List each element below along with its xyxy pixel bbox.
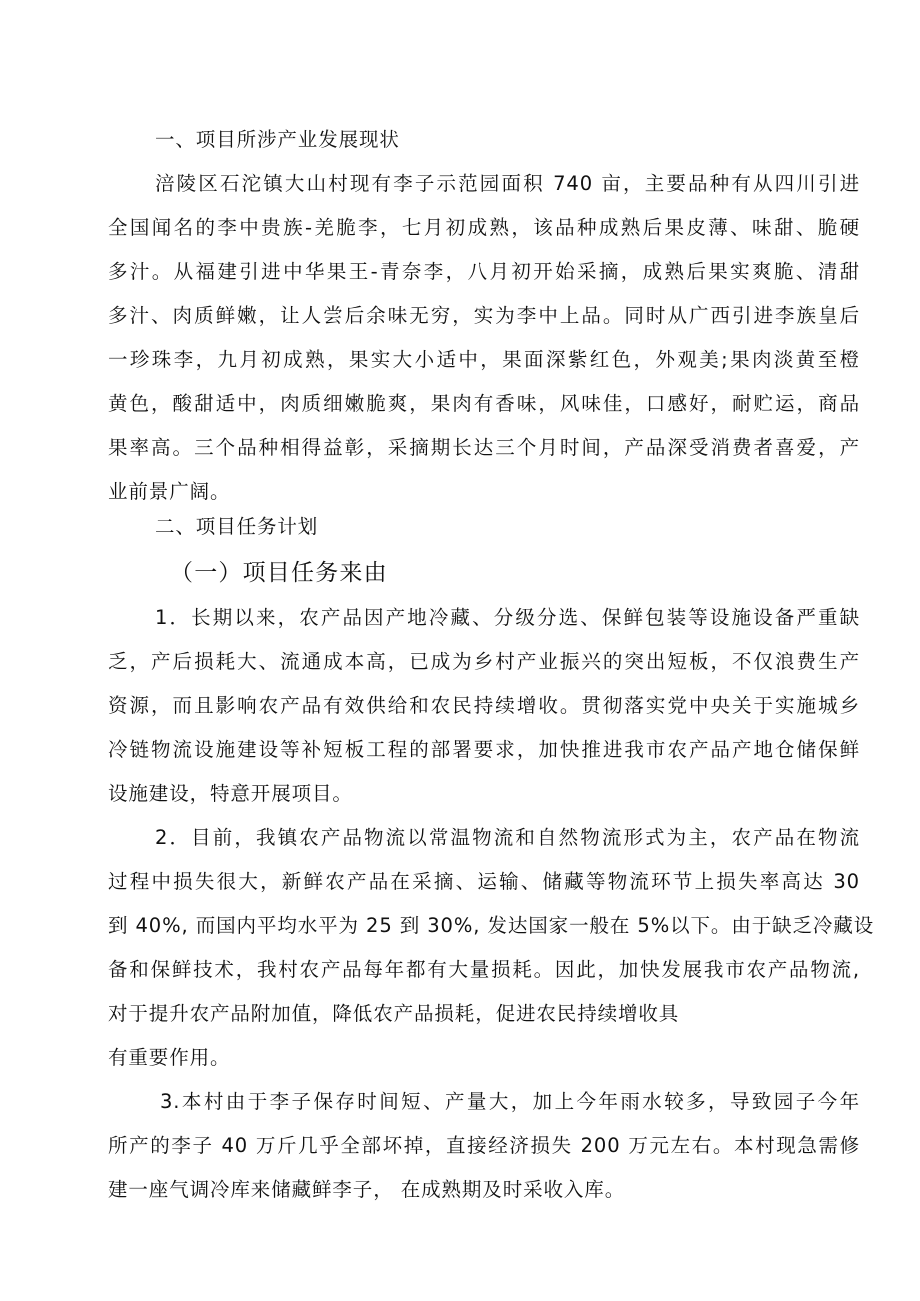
- paragraph-line: 到 40%, 而国内平均水平为 25 到 30%, 发达国家一般在 5%以下。由于缺乏冷藏设: [108, 914, 875, 937]
- paragraph-line: 建一座气调冷库来储藏鲜李子， 在成熟期及时采收入库。: [108, 1178, 626, 1201]
- paragraph-line: 冷链物流设施建设等补短板工程的部署要求，加快推进我市农产品产地仓储保鲜: [108, 738, 860, 761]
- paragraph-line: 设施建设，特意开展项目。: [108, 782, 353, 805]
- paragraph-line: 对于提升农产品附加值，降低农产品损耗，促进农民持续增收具: [108, 1002, 680, 1025]
- paragraph-line: 涪陵区石沱镇大山村现有李子示范园面积 740 亩，主要品种有从四川引进: [155, 172, 860, 195]
- paragraph-line: 所产的李子 40 万斤几乎全部坏掉，直接经济损失 200 万元左右。本村现急需修: [108, 1134, 860, 1157]
- paragraph-line: 黄色，酸甜适中，肉质细嫩脆爽，果肉有香味，风味佳，口感好，耐贮运，商品: [108, 392, 860, 415]
- paragraph-line: 一珍珠李，九月初成熟，果实大小适中，果面深紫红色，外观美;果肉淡黄至橙: [108, 348, 860, 371]
- heading-task-plan: 二、项目任务计划: [155, 515, 319, 538]
- paragraph-line: 资源，而且影响农产品有效供给和农民持续增收。贯彻落实党中央关于实施城乡: [108, 694, 860, 717]
- paragraph-line: 2．目前，我镇农产品物流以常温物流和自然物流形式为主，农产品在物流: [155, 826, 860, 849]
- paragraph-line: 有重要作用。: [108, 1046, 231, 1069]
- paragraph-line: 业前景广阔。: [108, 480, 231, 503]
- paragraph-line: 备和保鲜技术，我村农产品每年都有大量损耗。因此，加快发展我市农产品物流,: [108, 958, 860, 981]
- paragraph-line: 多汁、肉质鲜嫩，让人尝后余味无穷，实为李中上品。同时从广西引进李族皇后: [108, 304, 860, 327]
- paragraph-line: 3.本村由于李子保存时间短、产量大，加上今年雨水较多，导致园子今年: [160, 1090, 860, 1113]
- paragraph-line: 多汁。从福建引进中华果王-青奈李，八月初开始采摘，成熟后果实爽脆、清甜: [108, 260, 860, 283]
- paragraph-line: 过程中损失很大，新鲜农产品在采摘、运输、储藏等物流环节上损失率高达 30: [108, 870, 860, 893]
- heading-task-origin: （一）项目任务来由: [170, 560, 388, 586]
- paragraph-line: 全国闻名的李中贵族-羌脆李，七月初成熟，该品种成熟后果皮薄、味甜、脆硬: [108, 216, 860, 239]
- heading-industry-status: 一、项目所涉产业发展现状: [155, 128, 400, 151]
- paragraph-line: 乏，产后损耗大、流通成本高，已成为乡村产业振兴的突出短板，不仅浪费生产: [108, 650, 860, 673]
- paragraph-line: 果率高。三个品种相得益彰，采摘期长达三个月时间，产品深受消费者喜爱，产: [108, 436, 860, 459]
- paragraph-line: 1．长期以来，农产品因产地冷藏、分级分选、保鲜包装等设施设备严重缺: [155, 606, 860, 629]
